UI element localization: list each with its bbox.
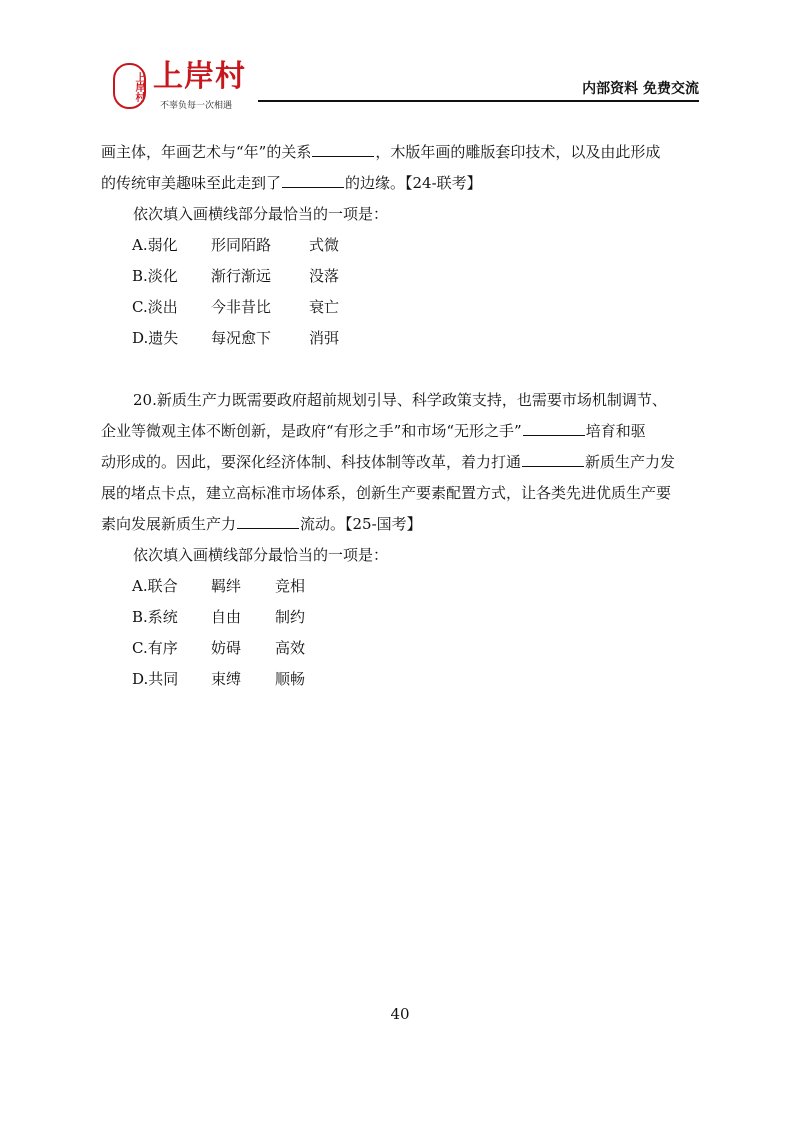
- option-label: C.有序: [132, 639, 178, 657]
- spacer: [101, 354, 699, 385]
- option-word: 羁绊: [211, 577, 242, 595]
- question-20-stem-line: 展的堵点卡点，建立高标准市场体系，创新生产要素配置方式，让各类先进优质生产要: [101, 484, 672, 502]
- question-20-prompt: 依次填入画横线部分最恰当的一项是：: [133, 546, 389, 564]
- text-segment: 素向发展新质生产力: [101, 515, 237, 533]
- option-c: [101, 633, 699, 664]
- fill-blank: [522, 450, 584, 467]
- option-a: [101, 571, 699, 602]
- question-19-stem-line: [101, 168, 699, 199]
- option-word: 竞相: [275, 577, 306, 595]
- option-label: D.遗失: [132, 329, 179, 347]
- option-c: [101, 292, 699, 323]
- header-divider: [258, 100, 699, 102]
- header-note: 内部资料 免费交流: [582, 81, 699, 97]
- text-segment: 新质生产力发: [585, 453, 676, 471]
- option-d: [101, 664, 699, 695]
- option-word: 妨碍: [211, 639, 242, 657]
- text-segment: 培育和驱: [585, 422, 646, 440]
- option-word: 消弭: [309, 329, 340, 347]
- option-label: B.系统: [132, 608, 178, 626]
- option-label: A.联合: [132, 577, 178, 595]
- option-word: 每况愈下: [211, 329, 272, 347]
- option-label: A.弱化: [132, 236, 178, 254]
- page-content: [101, 137, 699, 695]
- text-segment: 画主体，年画艺术与“年”的关系: [101, 143, 312, 161]
- option-d: [101, 323, 699, 354]
- question-19-stem-line: [101, 137, 699, 168]
- fill-blank: [237, 512, 299, 529]
- text-segment: 企业等微观主体不断创新，是政府“有形之手”和市场“无形之手”: [101, 422, 522, 440]
- page-number: 40: [390, 1005, 410, 1023]
- option-word: 今非昔比: [211, 298, 272, 316]
- brand-slogan: 不辜负每一次相遇: [160, 101, 233, 111]
- text-segment: 动形成的。因此，要深化经济体制、科技体制等改革，着力打通: [101, 453, 522, 471]
- option-word: 顺畅: [275, 670, 306, 688]
- option-b: [101, 602, 699, 633]
- brand-seal-logo: [113, 63, 146, 109]
- question-20-stem-line: [101, 447, 699, 478]
- question-20-stem-line: [101, 509, 699, 540]
- text-segment: ，木版年画的雕版套印技术，以及由此形成: [375, 143, 661, 161]
- text-segment: 的传统审美趣味至此走到了: [101, 174, 282, 192]
- option-word: 衰亡: [309, 298, 340, 316]
- brand-logo-text: 上岸村: [153, 59, 246, 94]
- text-segment: 的边缘。【24-联考】: [345, 174, 482, 192]
- question-19-prompt: 依次填入画横线部分最恰当的一项是：: [133, 205, 389, 223]
- option-word: 渐行渐远: [211, 267, 272, 285]
- seal-text: 上岸村: [133, 72, 144, 102]
- fill-blank: [523, 419, 585, 436]
- page-header: [0, 0, 800, 110]
- fill-blank: [312, 140, 374, 157]
- option-word: 制约: [275, 608, 306, 626]
- question-20-options: [101, 571, 699, 695]
- option-label: D.共同: [132, 670, 179, 688]
- option-word: 没落: [309, 267, 340, 285]
- option-word: 高效: [275, 639, 306, 657]
- fill-blank: [282, 171, 344, 188]
- option-label: C.淡出: [132, 298, 178, 316]
- question-19-options: [101, 230, 699, 354]
- option-b: [101, 261, 699, 292]
- question-20-stem-line: [101, 416, 699, 447]
- option-word: 束缚: [211, 670, 242, 688]
- option-word: 自由: [211, 608, 242, 626]
- text-segment: 流动。【25-国考】: [300, 515, 422, 533]
- option-a: [101, 230, 699, 261]
- question-20-stem-line: 20.新质生产力既需要政府超前规划引导、科学政策支持，也需要市场机制调节、: [133, 391, 667, 409]
- option-label: B.淡化: [132, 267, 178, 285]
- option-word: 式微: [309, 236, 340, 254]
- option-word: 形同陌路: [211, 236, 272, 254]
